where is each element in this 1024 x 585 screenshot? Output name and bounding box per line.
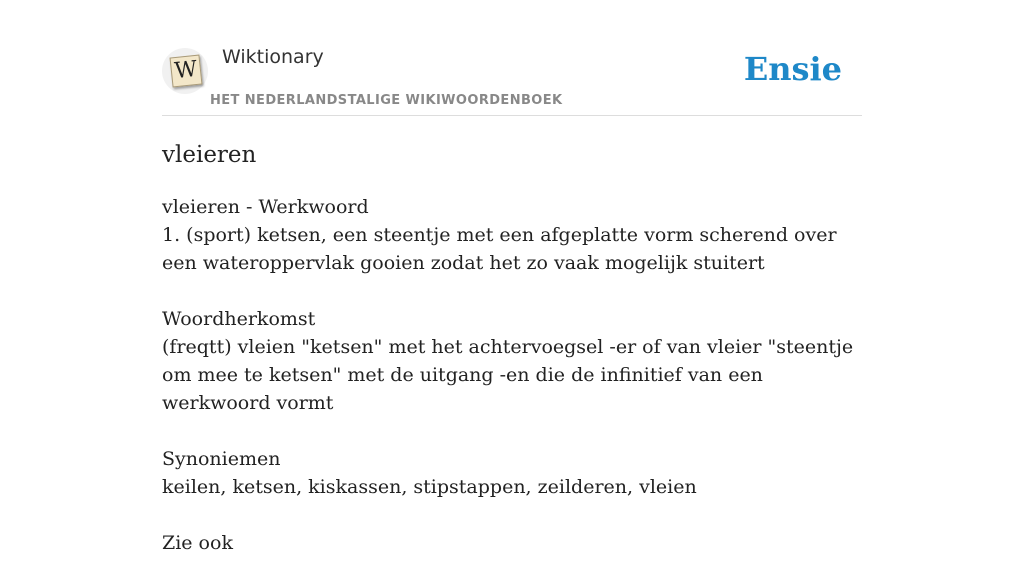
site-name[interactable]: Wiktionary [222,46,324,68]
definition-heading: vleieren - Werkwoord [162,196,369,218]
site-header [162,0,862,116]
page-title: vleieren [162,142,257,168]
site-subtitle: HET NEDERLANDSTALIGE WIKIWOORDENBOEK [210,93,563,108]
wiktionary-logo-icon[interactable] [162,48,208,94]
see-also-heading: Zie ook [162,532,233,554]
definition-text: 1. (sport) ketsen, een steentje met een afgeplatte vorm scherend over een wateroppervlak gooien zodat het zo vaak mogelijk stuitert [162,224,837,274]
see-also-section [162,529,862,557]
synonyms-heading: Synoniemen [162,448,281,470]
etymology-section [162,305,862,417]
etymology-heading: Woordherkomst [162,308,316,330]
ensie-brand-link[interactable]: Ensie [743,50,842,88]
definition-section [162,193,862,277]
logo-tile: W [170,55,203,88]
synonyms-text: keilen, ketsen, kiskassen, stipstappen, zeilderen, vleien [162,476,697,498]
etymology-text: (freqtt) vleien "ketsen" met het achtervoegsel -er of van vleier "steentje om mee te ketsen" met de uitgang -en die de infinitief van een werkwoord vormt [162,336,854,414]
synonyms-section [162,445,862,501]
main-content [162,138,862,585]
